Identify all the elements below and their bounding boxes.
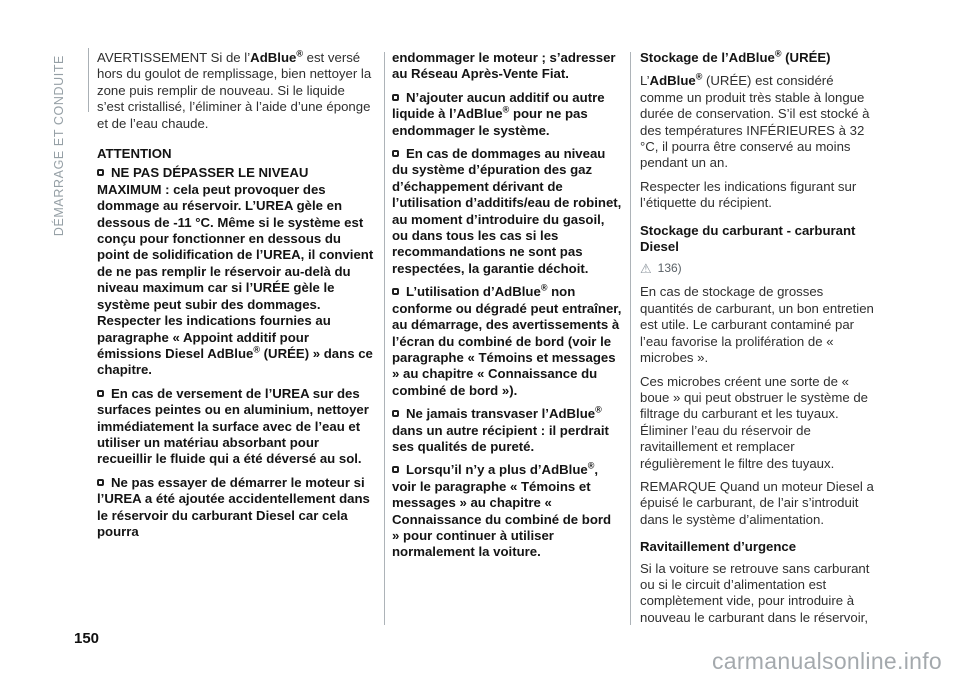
chapter-label: DÉMARRAGE ET CONDUITE <box>52 55 66 237</box>
attention-heading: ATTENTION <box>97 146 172 162</box>
page-number: 150 <box>74 630 100 647</box>
warning-text: En cas de versement de l’UREA sur des surfaces peintes ou en aluminium, nettoyer immédiatement la surface avec de l’eau et utiliser un matériau absorbant pour recueillir le fluide qui a été déversé au sol. <box>97 385 369 467</box>
heading-text: Stockage de l’AdBlue® (URÉE) <box>640 48 831 65</box>
warning-square-icon <box>392 94 399 101</box>
column-1 <box>97 50 375 547</box>
paragraph-text: AVERTISSEMENT Si de l’AdBlue® est versé hors du goulot de remplissage, bien nettoyer la zone puis remplir de nouveau. Si le liquide s’est cristallisé, l’éliminer à l’aide d’une éponge et de l’eau chaude. <box>97 48 372 131</box>
paragraph-text: En cas de stockage de grosses quantités de carburant, un bon entretien est utile. Le carburant contaminé par l’eau favorise la prolifération de « microbes ». <box>640 284 874 366</box>
warning-text: En cas de dommages au niveau du système d’épuration des gaz d’échappement dérivant de l’utilisation d’additifs/eau de robinet, au moment d’introduire du gasoil, ou dans tous les cas si les recommandations ne sont pas respectées, la garantie déchoit. <box>392 146 622 276</box>
paragraph <box>640 479 876 528</box>
warning-square-icon <box>392 288 399 295</box>
section-heading-stockage-adblue <box>640 50 876 66</box>
warning-square-icon <box>97 390 104 397</box>
paragraph <box>640 374 876 472</box>
warning-square-icon <box>392 410 399 417</box>
warning-square-icon <box>97 169 104 176</box>
warning-square-icon <box>97 479 104 486</box>
paragraph-text: Ces microbes créent une sorte de « boue » qui peut obstruer le système de filtrage du carburant et les tuyaux. Éliminer l’eau du réservoir de ravitaillement et remplacer régulièrement le filtre des tuyaux. <box>640 373 868 471</box>
paragraph <box>640 179 876 212</box>
column-3 <box>640 50 876 633</box>
warning-text: Ne jamais transvaser l’AdBlue® dans un autre récipient : il perdrait ses qualités de pureté. <box>392 404 609 454</box>
warning-item <box>97 165 375 378</box>
paragraph <box>640 284 876 366</box>
warning-item <box>97 475 375 541</box>
warning-text: N’ajouter aucun additif ou autre liquide à l’AdBlue® pour ne pas endommager le système. <box>392 89 605 138</box>
note-reference <box>640 261 876 275</box>
warning-square-icon <box>392 466 399 473</box>
paragraph-avertissement <box>97 50 375 132</box>
warning-item <box>392 146 622 277</box>
warning-text: Ne pas essayer de démarrer le moteur si l’UREA a été ajoutée accidentellement dans le réservoir du carburant Diesel car cela pourra <box>97 474 370 539</box>
section-heading-stockage-carburant: Stockage du carburant - carburant Diesel <box>640 222 856 255</box>
warning-continuation <box>392 50 622 83</box>
warning-text: endommager le moteur ; s’adresser au Réseau Après-Vente Fiat. <box>392 50 616 82</box>
warning-note-icon: ⚠ <box>640 260 652 276</box>
warning-square-icon <box>392 150 399 157</box>
warning-item <box>97 386 375 468</box>
warning-text: L’utilisation d’AdBlue® non conforme ou dégradé peut entraîner, au démarrage, des avertissements à l’écran du combiné de bord (voir le paragraphe « Témoins et messages » au chapitre « Connaissance du combiné de bord »). <box>392 282 622 398</box>
warning-text: Lorsqu’il n’y a plus d’AdBlue®, voir le paragraphe « Témoins et messages » au chapitre « Connaissance du combiné de bord » pour continuer à utiliser normalement la voiture. <box>392 460 612 560</box>
paragraph-text: L’AdBlue® (URÉE) est considéré comme un produit très stable à longue durée de conservation. S’il est stocké à des températures INFÉRIEURES à 32 °C, il pourra être conservé au moins pendant un an. <box>640 72 870 171</box>
note-reference-number: 136) <box>657 261 682 276</box>
paragraph <box>640 73 876 171</box>
warning-item <box>392 284 622 399</box>
paragraph-text: REMARQUE Quand un moteur Diesel a épuisé le carburant, de l’air s’introduit dans le système d’alimentation. <box>640 478 874 527</box>
warning-text: NE PAS DÉPASSER LE NIVEAU MAXIMUM : cela peut provoquer des dommage au réservoir. L’UREA gèle en dessous de -11 °C. Même si le système est conçu pour fonctionner en dessous du point de solidification de l’UREA, il convient de ne pas remplir le réservoir au-delà du niveau maximum car si l’URÉE gèle le système peut subir des dommages. Respecter les indications fournies au paragraphe « Appoint additif pour émissions Diesel AdBlue® (URÉE) » dans ce chapitre. <box>97 165 374 378</box>
paragraph-text: Si la voiture se retrouve sans carburant ou si le circuit d’alimentation est complètement vide, pour introduire à nouveau le carburant dans le réservoir, <box>640 560 870 625</box>
column-divider <box>630 52 631 625</box>
warning-item <box>392 406 622 455</box>
column-2 <box>392 50 622 568</box>
paragraph <box>640 561 876 627</box>
section-heading-ravitaillement: Ravitaillement d’urgence <box>640 539 797 555</box>
warning-item <box>392 90 622 139</box>
watermark: carmanualsonline.info <box>711 648 942 674</box>
column-divider <box>384 52 385 625</box>
paragraph-text: Respecter les indications figurant sur l’étiquette du récipient. <box>640 178 857 211</box>
chapter-rail-line <box>88 48 89 112</box>
warning-item <box>392 462 622 560</box>
